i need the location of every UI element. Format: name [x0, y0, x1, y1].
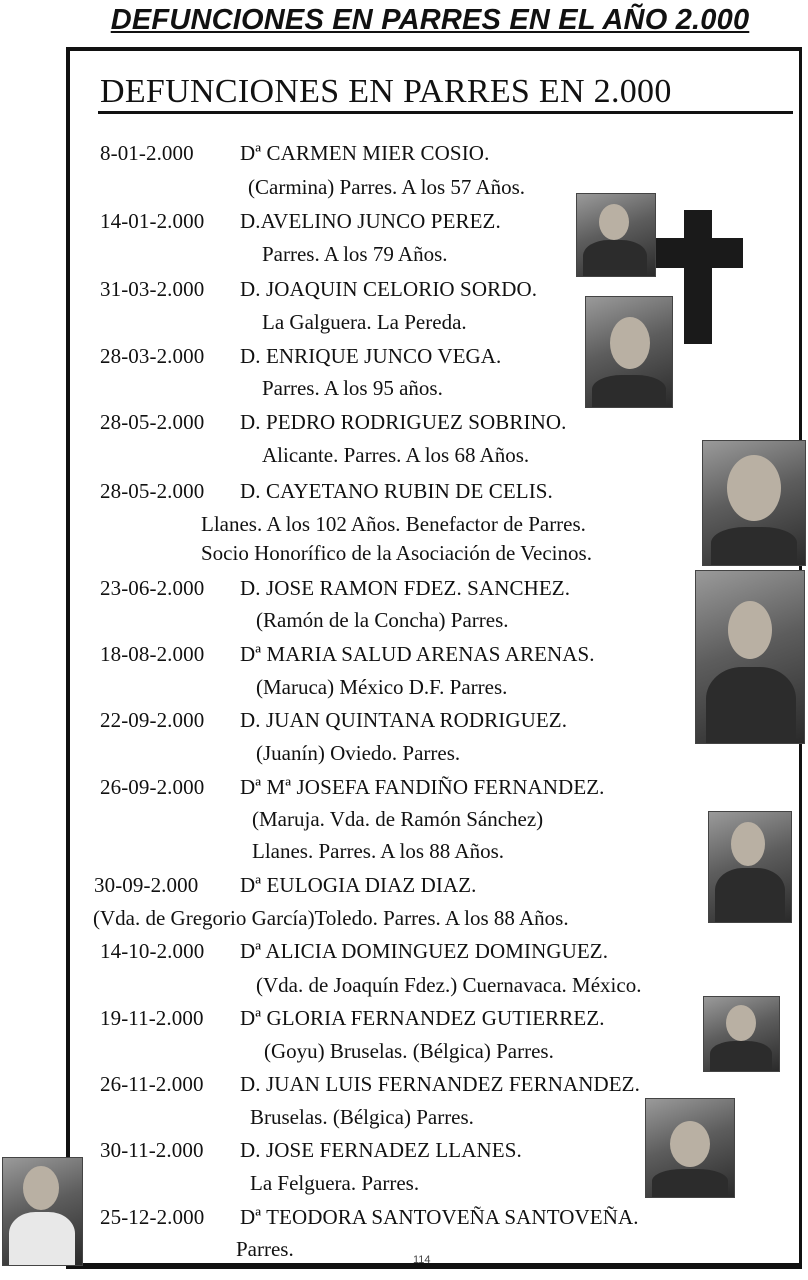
entry-name: Dª EULOGIA DIAZ DIAZ. — [240, 873, 477, 897]
entry-detail: Socio Honorífico de la Asociación de Vecinos. — [201, 541, 592, 565]
portrait-photo — [695, 570, 805, 744]
entry-detail: Parres. A los 79 Años. — [262, 242, 448, 266]
entry-date: 28-03-2.000 — [100, 344, 205, 368]
entry-name: D. JOSE RAMON FDEZ. SANCHEZ. — [240, 576, 571, 600]
entry-date: 22-09-2.000 — [100, 708, 205, 732]
portrait-body — [592, 375, 666, 408]
entry-detail: La Felguera. Parres. — [250, 1171, 420, 1195]
entry-detail: Bruselas. (Bélgica) Parres. — [250, 1105, 474, 1129]
entry-name: Dª ALICIA DOMINGUEZ DOMINGUEZ. — [240, 939, 609, 963]
entry-name: Dª MARIA SALUD ARENAS ARENAS. — [240, 642, 595, 666]
entry-date: 26-11-2.000 — [100, 1072, 204, 1096]
portrait-face — [726, 1005, 756, 1041]
entry-date: 25-12-2.000 — [100, 1205, 205, 1229]
entry-name: D. JUAN LUIS FERNANDEZ FERNANDEZ. — [240, 1072, 640, 1096]
entry-12 — [100, 939, 609, 964]
portrait-face — [727, 455, 781, 521]
entry-detail: Parres. A los 95 años. — [262, 376, 443, 400]
entry-6 — [100, 479, 553, 504]
entry-date: 14-10-2.000 — [100, 939, 205, 963]
portrait-face — [610, 317, 650, 369]
entry-name: D. JOSE FERNADEZ LLANES. — [240, 1138, 522, 1162]
portrait-photo — [2, 1157, 83, 1266]
page-number: 114 — [413, 1254, 431, 1266]
entry-detail: (Juanín) Oviedo. Parres. — [256, 741, 461, 765]
entry-date: 30-11-2.000 — [100, 1138, 204, 1162]
portrait-photo — [708, 811, 792, 923]
entry-15 — [100, 1138, 522, 1163]
entry-9 — [100, 708, 568, 733]
portrait-body — [706, 667, 796, 744]
entry-name: D. CAYETANO RUBIN DE CELIS. — [240, 479, 553, 503]
portrait-face — [23, 1166, 59, 1210]
entry-detail: La Galguera. La Pereda. — [262, 310, 467, 334]
portrait-photo — [585, 296, 673, 408]
portrait-photo — [702, 440, 806, 566]
portrait-body — [715, 868, 785, 923]
portrait-face — [728, 601, 772, 659]
entry-date: 26-09-2.000 — [100, 775, 205, 799]
entry-8 — [100, 642, 595, 667]
page-title: DEFUNCIONES EN PARRES EN EL AÑO 2.000 — [110, 4, 750, 36]
entry-date: 14-01-2.000 — [100, 209, 205, 233]
entry-name: D.AVELINO JUNCO PEREZ. — [240, 209, 501, 233]
entry-7 — [100, 576, 571, 601]
entry-detail: (Carmina) Parres. A los 57 Años. — [248, 175, 526, 199]
entry-detail: Alicante. Parres. A los 68 Años. — [262, 443, 530, 467]
heading-underline — [98, 111, 793, 114]
entry-detail: (Maruca) México D.F. Parres. — [256, 675, 508, 699]
entry-date: 30-09-2.000 — [94, 873, 199, 897]
entry-4 — [100, 344, 502, 369]
entry-date: 23-06-2.000 — [100, 576, 205, 600]
entry-1 — [100, 141, 490, 166]
sheet-heading: DEFUNCIONES EN PARRES EN 2.000 — [100, 73, 672, 110]
portrait-body — [583, 240, 647, 277]
entry-13 — [100, 1006, 605, 1031]
entry-name: D. ENRIQUE JUNCO VEGA. — [240, 344, 502, 368]
entry-11 — [94, 873, 477, 898]
entry-detail: Llanes. A los 102 Años. Benefactor de Parres. — [201, 512, 586, 536]
entry-10 — [100, 775, 605, 800]
portrait-body — [710, 1041, 772, 1072]
entry-name: D. PEDRO RODRIGUEZ SOBRINO. — [240, 410, 567, 434]
entry-name: Dª CARMEN MIER COSIO. — [240, 141, 490, 165]
portrait-face — [599, 204, 629, 240]
entry-date: 28-05-2.000 — [100, 410, 205, 434]
portrait-photo — [576, 193, 656, 277]
entry-name: Dª TEODORA SANTOVEÑA SANTOVEÑA. — [240, 1205, 639, 1229]
portrait-photo — [703, 996, 780, 1072]
entry-date: 18-08-2.000 — [100, 642, 205, 666]
entry-detail: (Goyu) Bruselas. (Bélgica) Parres. — [264, 1039, 554, 1063]
portrait-face — [670, 1121, 710, 1167]
entry-detail: (Maruja. Vda. de Ramón Sánchez) — [252, 807, 544, 831]
cross-icon-bar — [655, 238, 743, 268]
entry-5 — [100, 410, 567, 435]
entry-2 — [100, 209, 501, 234]
portrait-body — [9, 1212, 75, 1266]
entry-detail: (Vda. de Gregorio García)Toledo. Parres. A los 88 Años. — [93, 906, 569, 930]
portrait-face — [731, 822, 765, 866]
entry-name: D. JUAN QUINTANA RODRIGUEZ. — [240, 708, 568, 732]
entry-date: 19-11-2.000 — [100, 1006, 204, 1030]
cross-icon — [684, 210, 712, 344]
entry-detail: Llanes. Parres. A los 88 Años. — [252, 839, 504, 863]
portrait-body — [711, 527, 797, 566]
portrait-body — [652, 1169, 728, 1198]
entry-name: Dª Mª JOSEFA FANDIÑO FERNANDEZ. — [240, 775, 605, 799]
entry-3 — [100, 277, 538, 302]
entry-name: D. JOAQUIN CELORIO SORDO. — [240, 277, 538, 301]
entry-14 — [100, 1072, 640, 1097]
entry-detail: Parres. — [236, 1237, 294, 1261]
entry-date: 28-05-2.000 — [100, 479, 205, 503]
entry-name: Dª GLORIA FERNANDEZ GUTIERREZ. — [240, 1006, 605, 1030]
entry-detail: (Ramón de la Concha) Parres. — [256, 608, 509, 632]
portrait-photo — [645, 1098, 735, 1198]
entry-detail: (Vda. de Joaquín Fdez.) Cuernavaca. México. — [256, 973, 642, 997]
entry-date: 8-01-2.000 — [100, 141, 194, 165]
entry-date: 31-03-2.000 — [100, 277, 205, 301]
entry-16 — [100, 1205, 639, 1230]
